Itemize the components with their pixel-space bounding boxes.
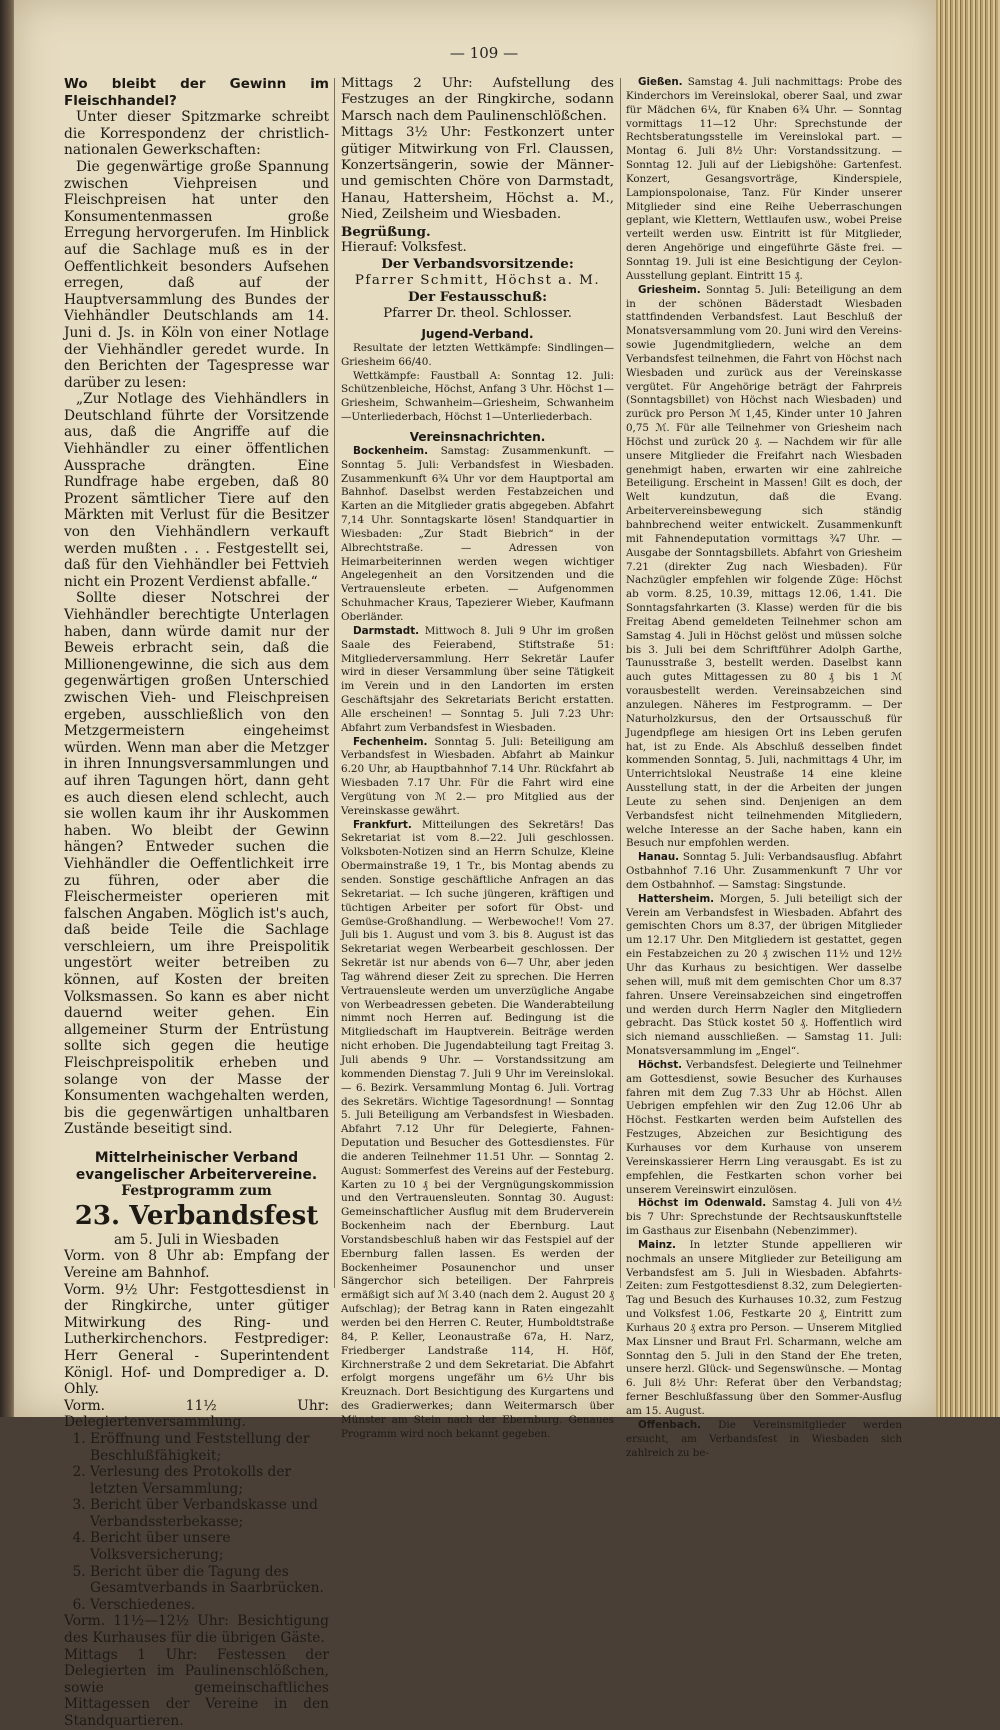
column-middle (341, 76, 614, 1442)
agenda-item: 4. Bericht über unsere Volksversicherung; (90, 1530, 329, 1563)
place-name: Darmstadt. (353, 624, 420, 637)
club-news-item (626, 1197, 902, 1239)
club-news-item (626, 284, 902, 852)
column-divider (620, 78, 621, 1288)
festprogramm-label: Festprogramm zum (121, 1183, 272, 1200)
committee-label: Der Festausschuß: (407, 289, 548, 306)
schedule-item: Mittags 2 Uhr: Aufstellung des Festzuges an der Ringkirche, sodann Marsch nach dem Paulinenschlößchen. (341, 76, 614, 124)
news-text: Morgen, 5. Juli beteiligt sich der Verein am Verbandsfest in Wiesbaden. Abfahrt des gemischten Chors um 8.37, der übrigen Mitglieder um 12.17 Uhr. Den Mitgliedern ist gestattet, gegen ein Festabzeichen zu 20 ₰ zwischen 11½ und 12½ Uhr das Kurhaus zu besichtigen. Wer dasselbe sehen will, muß mit dem gemischten Chor um 8.37 fahren. Unsere Vereinsabzeichen sind eingetroffen und werden durch Herrn Nagler den Mitgliedern gebracht. Das Stück kostet 50 ₰. Hoffentlich wird sich niemand ausschließen. — Samstag 11. Juli: Monatsversammlung im „Engel“. (626, 892, 902, 1058)
agenda-item: 5. Bericht über die Tagung des Gesamtverbands in Saarbrücken. (90, 1564, 329, 1597)
jugend-heading: Jugend-Verband. (421, 327, 534, 342)
news-text: Sonntag 5. Juli: Verbandsausflug. Abfahrt Ostbahnhof 7.16 Uhr. Zusammenkunft 7 Uhr vor dem Ostbahnhof. — Samstag: Singstunde. (626, 851, 902, 891)
place-name: Mainz. (638, 1238, 676, 1251)
column-right (626, 76, 902, 1460)
schedule-item: Vorm. von 8 Uhr ab: Empfang der Vereine am Bahnhof. (64, 1248, 329, 1281)
agenda-item: 3. Bericht über Verbandskasse und Verbandssterbekasse; (90, 1497, 329, 1530)
chair-label: Der Verbandsvorsitzende: (381, 256, 574, 273)
schedule-item: Vorm. 11½ Uhr: Delegiertenversammlung. (64, 1397, 329, 1431)
place-name: Höchst. (638, 1058, 683, 1071)
schedule-item: Hierauf: Volksfest. (341, 240, 467, 256)
place-name: Offenbach. (638, 1418, 702, 1431)
club-news-item (626, 76, 902, 284)
paragraph: Wettkämpfe: Faustball A: Sonntag 12. Juli: Schützenbleiche, Höchst, Anfang 3 Uhr. Höchst 1—Griesheim, Schwanheim—Griesheim, Schwanheim—Unterliederbach, Höchst 1—Unterliederbach. (341, 369, 614, 424)
paragraph: Die gegenwärtige große Spannung zwischen Viehpreisen und Fleischpreisen hat unter den Konsumentenmassen große Erregung hervorgerufen. Im Hinblick auf die Sachlage muß es in der Oeffentlichkeit besonders Aufsehen erregen, daß auf der Hauptversammlung des Bundes der Viehhändler Deutschlands am 14. Juni d. Js. in Köln von einer Notlage der Viehhändler geredet wurde. In den Berichten der Tagespresse war darüber zu lesen: (64, 158, 329, 391)
fest-date-line: am 5. Juli in Wiesbaden (113, 1231, 280, 1248)
club-news-item (341, 445, 614, 625)
news-text: Mittwoch 8. Juli 9 Uhr im großen Saale des Feierabend, Stiftstraße 51: Mitgliederversammlung. Herr Sekretär Laufer wird in dieser Versammlung über seine Tätigkeit im Verein und in den Landorten im ersten Geschäftsjahr des Sekretariats Bericht erstatten. Alle erscheinen! — Sonntag 5. Juli 7.23 Uhr: Abfahrt zum Verbandsfest in Wiesbaden. (341, 624, 614, 734)
column-divider (334, 78, 335, 1288)
schedule-item: Vorm. 9½ Uhr: Festgottesdienst in der Ringkirche, unter gütiger Mitwirkung des Ring- und Lutherkirchenchors. Festprediger: Herr General - Superintendent Königl. Hof- und Domprediger a. D. Ohly. (64, 1281, 329, 1398)
quote-paragraph: „Zur Notlage des Viehhändlers in Deutschland führte der Vorsitzende aus, daß die Angriffe auf die Viehhändler zu einer öffentlichen Aussprache drängten. Eine Rundfrage habe ergeben, daß 80 Prozent sämtlicher Tiere auf den Märkten mit Verlust für die Besitzer von den Viehhändlern verkauft werden mußten . . . Festgestellt sei, daß für den Viehhändler bei Fettvieh nicht ein Prozent Verdienst abfalle.“ (64, 391, 329, 590)
news-text: Verbandsfest. Delegierte und Teilnehmer am Gottesdienst, sowie Besucher des Kurhauses fahren mit dem Zug 7.33 Uhr ab Höchst. Allen Uebrigen empfehlen wir den Zug 12.06 Uhr ab Höchst. Festkarten werden beim Aufstellen des Festzuges, Abzeichen zur Besichtigung des Kurhauses vor dem Kurhause von unserem Vereinskassierer Herrn Ling verausgabt. Es ist zu empfehlen, die Festkarten schon vorher bei unserem Vereinswirt einzulösen. (626, 1058, 902, 1196)
news-text: Samstag: Zusammenkunft. — Sonntag 5. Juli: Verbandsfest in Wiesbaden. Zusammenkunft 6¾ Uhr vor dem Hauptportal am Bahnhof. Daselbst werden Festabzeichen und Karten an die Mitglieder gratis abgegeben. Abfahrt 7,14 Uhr. Sonntagskarte lösen! Standquartier in Wiesbaden: „Zur Stadt Biebrich“ in der Albrechtstraße. — Adressen von Heimarbeiterinnen werden wegen wichtiger Angelegenheit an den Vorsitzenden und die Vertrauensleute erbeten. — Aufgenommen Schuhmacher Kraus, Tapezierer Wieber, Kaufmann Oberländer. (341, 444, 614, 623)
place-name: Hanau. (638, 851, 680, 864)
news-text: Samstag 4. Juli von 4½ bis 7 Uhr: Sprechstunde der Rechtsauskunftstelle im Gasthaus zur Eisenbahn (Nebenzimmer). (626, 1197, 902, 1238)
column-left (64, 76, 329, 1730)
paragraph: Resultate der letzten Wettkämpfe: Sindlingen—Griesheim 66/40. (341, 341, 614, 368)
place-name: Höchst im Odenwald. (638, 1197, 767, 1210)
chair-name: Pfarrer Schmitt, Höchst a. M. (354, 272, 601, 288)
page-number: — 109 — (449, 44, 519, 62)
news-text: Sonntag 5. Juli: Beteiligung an dem in der schönen Bäderstadt Wiesbaden stattfindenden Verbandsfest. Laut Beschluß der Monatsversammlung vom 20. Juni wird den Vereins- sowie Jugendmitgliedern, welche an dem Verbandsfest teilnehmen, die Fahrt von Höchst nach Wiesbaden und zurück aus der Vereinskasse vergütet. Für Angehörige beträgt der Fahrpreis (Sonntagsbillet) von Höchst nach Wiesbaden) und zurück pro Person ℳ 1,45, Kinder unter 10 Jahren 0,75 ℳ. Für alle Teilnehmer von Griesheim nach Höchst und zurück 20 ₰. — Nachdem wir für alle unsere Mitglieder die Freifahrt nach Wiesbaden genehmigt haben, erwarten wir eine zahlreiche Beteiligung. Erscheint in Massen! Gilt es doch, der Welt kundzutun, daß die Evang. Arbeitervereinsbewegung sich ständig bahnbrechend weiter entwickelt. Zusammenkunft mit Fahnendeputation vormittags ¾7 Uhr. — Ausgabe der Sonntagsbillets. Abfahrt von Griesheim 7.21 (direkter Zug nach Wiesbaden). Für Nachzügler empfehlen wir folgende Züge: Höchst ab vorm. 8.25, 10.39, mittags 12.06, 1.41. Die Sonntagsfahrkarten (3. Klasse) werden für die bis Freitag Abend gemeldeten Teilnehmer schon am Samstag 4. Juli in Höchst gelöst und müssen solche bis 3. Juli bei dem Schriftführer Adolph Garthe, Taunusstraße 3, bestellt werden. Daselbst kann auch gutes Mittagessen zu 80 ₰ bis 1 ℳ vorausbestellt werden. Vereinsabzeichen sind anzulegen. Näheres im Festprogramm. — Der Naturholzkursus, den der Ortsausschuß für Jugendpflege am hiesigen Ort ins Leben gerufen hat, ist zu Ende. Als Abschluß desselben findet kommenden Sonntag, 5. Juli, nachmittags 4 Uhr, im Unterrichtslokal Neustraße 14 eine kleine Ausstellung statt, in der die Arbeiten der jungen Leute zu sehen sind. Denjenigen an dem Verbandsfest nicht teilnehmenden Mitgliedern, welche Interesse an der Sache haben, kann ein Besuch nur empfohlen werden. (626, 283, 902, 850)
club-news-item (341, 736, 614, 819)
verbandsfest-heading: 23. Verbandsfest (74, 1200, 319, 1231)
place-name: Fechenheim. (353, 735, 428, 748)
club-news-item (341, 819, 614, 1442)
book-page-edges (936, 0, 1000, 1417)
place-name: Hattersheim. (638, 892, 715, 905)
place-name: Bockenheim. (353, 444, 429, 457)
place-name: Griesheim. (638, 283, 701, 296)
schedule-item: Mittags 1 Uhr: Festessen der Delegierten im Paulinenschlößchen, sowie gemeinschaftliches Mittagessen der Vereine in den Standquartieren. (64, 1646, 329, 1729)
committee-name: Pfarrer Dr. theol. Schlosser. (383, 305, 572, 321)
agenda-item: 1. Eröffnung und Feststellung der Beschlußfähigkeit; (90, 1431, 329, 1464)
news-text: Mitteilungen des Sekretärs! Das Sekretariat ist vom 8.—22. Juli geschlossen. Volksboten-Notizen sind an Herrn Schulze, Kleine Obermainstraße 19, 1 Tr., bis Montag abends zu senden. Sonstige geschäftliche Anfragen an das Sekretariat. — Ich suche jüngeren, kräftigen und tüchtigen Arbeiter per sofort für Obst- und Gemüse-Großhandlung. — Werbewoche!! Vom 27. Juli bis 1. August und vom 3. bis 8. August ist das Sekretariat wegen Werbearbeit geschlossen. Der Sekretär ist nur abends von 6—7 Uhr, aber jeden Tag während dieser Zeit zu sprechen. Die Herren Vertrauensleute werden um unverzügliche Angabe von Werbeadressen gebeten. Die Wanderabteilung nimmt noch Herren auf. Bedingung ist die Mitgliedschaft im Hauptverein. Beiträge werden nicht erhoben. Die Jugendabteilung tagt Freitag 3. Juli abends 9 Uhr. — Vorstandssitzung am kommenden Dienstag 7. Juli 9 Uhr im Vereinslokal. — 6. Bezirk. Versammlung Montag 6. Juli. Vortrag des Sekretärs. Wichtige Tagesordnung! — Sonntag 5. Juli Beteiligung am Verbandsfest in Wiesbaden. Abfahrt 7.12 Uhr für Delegierte, Fahnen-Deputation und Besucher des Gottesdienstes. Für die anderen Teilnehmer 11.51 Uhr. — Sonntag 2. August: Sommerfest des Vereins auf der Festeburg. Karten zu 10 ₰ bei der Vergnügungskommission und den Vertrauensleuten. Sonntag 30. August: Gemeinschaftlicher Ausflug mit dem Bruderverein Bockenheim nach der Ebernburg. Laut Vorstandsbeschluß haben wir das Festspiel auf der Ebernburg fallen lassen. Es werden der Bockenheimer Posaunenchor und unser Sängerchor sich beteiligen. Der Fahrpreis ermäßigt sich auf ℳ 3.40 (nach dem 2. August 20 ₰ Aufschlag); der Betrag kann in Raten eingezahlt werden bei den Herren C. Reuter, Humboldtstraße 84, P. Keller, Leonaustraße 67a, H. Narz, Friedberger Landstraße 114, H. Höf, Kirchnerstraße 2 und dem Sekretariat. Die Abfahrt erfolgt morgens ungefähr um 6½ Uhr bis Kreuznach. Dort Besichtigung des Kurgartens und des Gradierwerkes; dann Weitermarsch über Münster am Stein nach der Ebernburg. Genaues Programm wird noch bekannt gegeben. (341, 818, 614, 1440)
club-news-item (626, 1059, 902, 1197)
place-name: Frankfurt. (353, 818, 412, 831)
place-name: Gießen. (638, 76, 683, 88)
club-news-item (626, 851, 902, 893)
club-news-item (626, 1239, 902, 1419)
club-news-item (626, 1419, 902, 1461)
schedule-item: Begrüßung. (341, 223, 431, 240)
association-heading: Mittelrheinischer Verband evangelischer Arbeitervereine. (75, 1150, 318, 1183)
club-news-item (626, 893, 902, 1059)
schedule-item: Mittags 3½ Uhr: Festkonzert unter gütiger Mitwirkung von Frl. Claussen, Konzertsängerin, sowie der Männer- und gemischten Chöre von Darmstadt, Hanau, Hattersheim, Höchst a. M., Nied, Zeilsheim und Wiesbaden. (341, 125, 614, 223)
club-news-item (341, 625, 614, 736)
paragraph: Sollte dieser Notschrei der Viehhändler berechtigte Unterlagen haben, dann würde damit nur der Beweis erbracht sein, daß die Millionengewinne, die sich aus dem gegenwärtigen großen Unterschied zwischen Vieh- und Fleischpreisen ergeben, ausschließlich von den Metzgermeistern eingeheimst würden. Wenn man aber die Metzger in ihren Innungsversammlungen und auf ihren Tagungen hört, dann geht es auch diesen elend schlecht, auch sie wollen kaum ihr ihr Auskommen haben. Wo bleibt der Gewinn hängen? Entweder suchen die Viehhändler die Oeffentlichkeit irre zu führen, oder aber die Fleischermeister operieren mit falschen Angaben. Möglich ist's auch, daß beide Teile die Sachlage verschleiern, um ihre Preispolitik ungestört weiter betreiben zu können, auf Kosten der breiten Volksmassen. So kann es aber nicht dauernd weiter gehen. Ein allgemeiner Sturm der Entrüstung sollte sich gegen die heutige Fleischpreispolitik erheben und solange von der Masse der Konsumenten wachgehalten werden, bis die gegenwärtigen unhaltbaren Zustände beseitigt sind. (64, 590, 329, 1138)
newspaper-page (14, 0, 936, 1729)
news-text: Sonntag 5. Juli: Beteiligung am Verbandsfest in Wiesbaden. Abfahrt ab Mainkur 6.20 Uhr, ab Hauptbahnhof 7.14 Uhr. Rückfahrt ab Wiesbaden 7.17 Uhr. Für die Fahrt wird eine Vergütung von ℳ 2.— pro Mitglied aus der Vereinskasse gewährt. (341, 735, 614, 817)
news-text: Samstag 4. Juli nachmittags: Probe des Kinderchors im Vereinslokal, oberer Saal, und zwar für Mädchen 6¼, für Knaben 6¾ Uhr. — Sonntag vormittags 11—12 Uhr: Sprechstunde der Rechtsberatungsstelle im Vereinslokal part. — Montag 6. Juli 8½ Uhr: Vorstandssitzung. — Sonntag 12. Juli auf der Liebigshöhe: Gartenfest. Konzert, Gesangsvorträge, Kinderspiele, Lampionspolonaise, Tanz. Für Kinder unserer Mitglieder sind eine Reihe Ueberraschungen geplant, wie Klettern, Wettlaufen usw., wobei Preise verteilt werden usw. Eintritt ist für Mitglieder, deren Angehörige und eingeführte Gäste frei. — Sonntag 19. Juli ist eine Besichtigung der Ceylon-Ausstellung geplant. Eintritt 15 ₰. (626, 76, 902, 282)
vereinsnachrichten-heading: Vereinsnachrichten. (409, 430, 546, 444)
agenda-list (64, 1431, 329, 1614)
schedule-item: Vorm. 11½—12½ Uhr: Besichtigung des Kurhauses für die übrigen Gäste. (64, 1613, 329, 1647)
news-text: In letzter Stunde appellieren wir nochmals an unsere Mitglieder zur Beteiligung am Verbandsfest am 5. Juli in Wiesbaden. Abfahrts-Zeiten: zum Festgottesdienst 8.32, zum Delegierten-Tag und Besuch des Kurhauses 10.32, zum Festzug und Volksfest 1.06, Festkarte 20 ₰, Eintritt zum Kurhaus 20 ₰ extra pro Person. — Unserem Mitglied Max Linsner und Braut Frl. Scharmann, welche am Sonntag den 5. Juli in den Stand der Ehe treten, unsere herzl. Glück- und Segenswünsche. — Montag 6. Juli 8½ Uhr: Referat über den Verbandstag; ferner Beschlußfassung über den Sommer-Ausflug am 15. August. (626, 1238, 902, 1417)
news-text: Die Vereinsmitglieder werden ersucht, am Verbandsfest in Wiesbaden sich zahlreich zu be- (626, 1418, 903, 1459)
agenda-item: 2. Verlesung des Protokolls der letzten Versammlung; (90, 1464, 329, 1497)
article-title: Wo bleibt der Gewinn im Fleischhandel? (64, 76, 329, 109)
agenda-item: 6. Verschiedenes. (90, 1597, 329, 1614)
paragraph: Unter dieser Spitzmarke schreibt die Korrespondenz der christlich-nationalen Gewerkschaften: (64, 109, 329, 159)
